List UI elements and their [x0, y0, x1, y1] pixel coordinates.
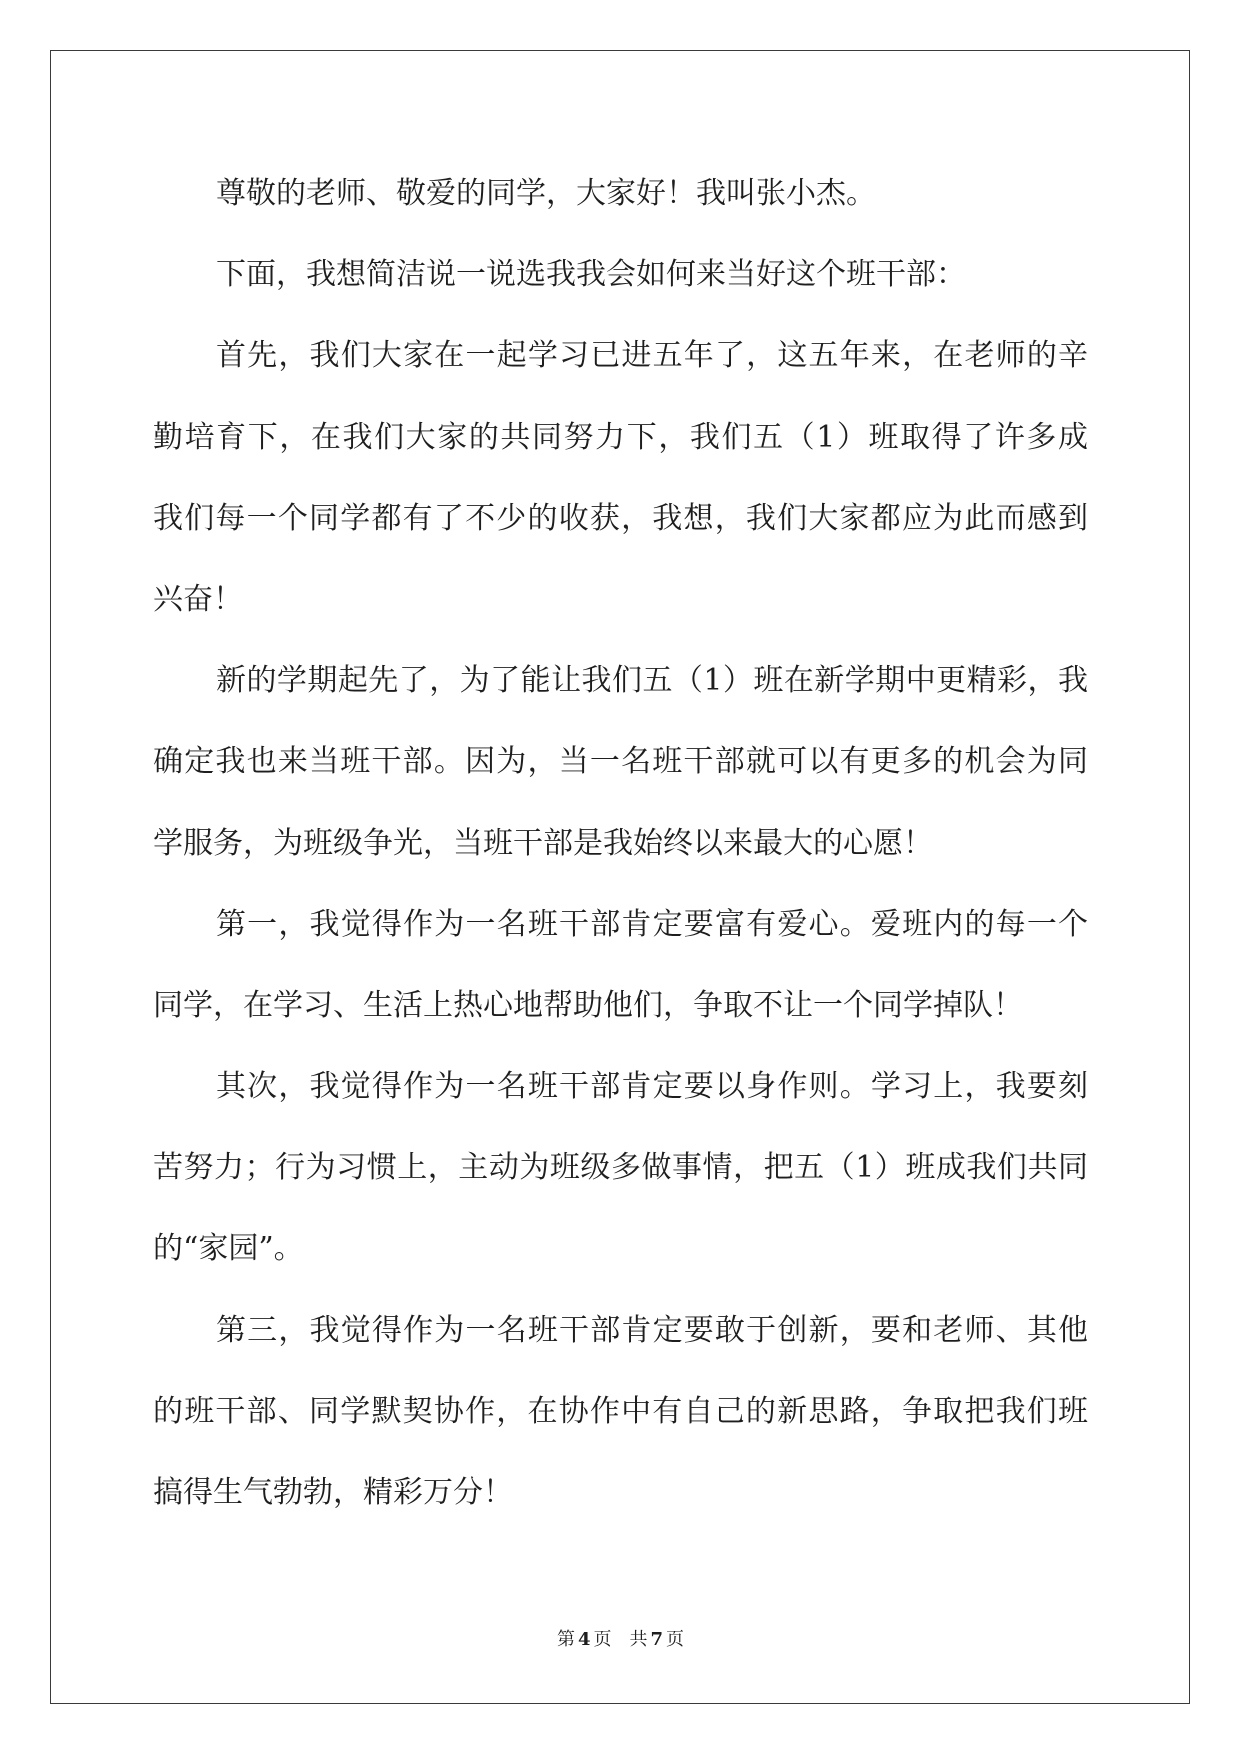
- paragraph: [153, 640, 1088, 884]
- text-line: 兴奋！: [153, 581, 243, 617]
- text-line: 勤培育下，在我们大家的共同努力下，我们五（1）班取得了许多成: [153, 419, 1088, 455]
- text-line: 同学，在学习、生活上热心地帮助他们，争取不让一个同学掉队！: [153, 987, 1023, 1023]
- total-suffix: 页: [666, 1629, 685, 1650]
- text-line: 尊敬的老师、敬爱的同学，大家好！我叫张小杰。: [216, 176, 876, 211]
- text-line: 的班干部、同学默契协作，在协作中有自己的新思路，争取把我们班: [153, 1393, 1088, 1429]
- paragraph: [153, 1290, 1088, 1534]
- paragraph: [153, 153, 1088, 234]
- text-line: 新的学期起先了，为了能让我们五（1）班在新学期中更精彩，我: [216, 663, 1088, 699]
- document-body: [153, 153, 1088, 1533]
- total-pages: 7: [650, 1629, 664, 1650]
- page-suffix: 页: [593, 1629, 612, 1650]
- page-indicator: [557, 1629, 612, 1650]
- text-line: 我们每一个同学都有了不少的收获，我想，我们大家都应为此而感到: [153, 500, 1088, 536]
- paragraph: [153, 884, 1088, 1046]
- text-line: 搞得生气勃勃，精彩万分！: [153, 1475, 513, 1510]
- text-line: 首先，我们大家在一起学习已进五年了，这五年来，在老师的辛: [216, 338, 1088, 374]
- text-line: 学服务，为班级争光，当班干部是我始终以来最大的心愿！: [153, 825, 933, 861]
- total-pages-indicator: [630, 1629, 685, 1650]
- page-number: 4: [577, 1629, 591, 1650]
- page-footer: [0, 1627, 1241, 1653]
- text-line: 下面，我想简洁说一说选我我会如何来当好这个班干部：: [216, 257, 966, 293]
- text-line: 第一，我觉得作为一名班干部肯定要富有爱心。爱班内的每一个: [216, 906, 1088, 942]
- text-line: 其次，我觉得作为一名班干部肯定要以身作则。学习上，我要刻: [216, 1069, 1088, 1105]
- page-prefix: 第: [556, 1629, 575, 1650]
- total-prefix: 共: [629, 1629, 648, 1650]
- text-line: 的“家园”。: [153, 1231, 304, 1267]
- paragraph: [153, 1046, 1088, 1290]
- paragraph: [153, 315, 1088, 640]
- text-line: 第三，我觉得作为一名班干部肯定要敢于创新，要和老师、其他: [216, 1312, 1088, 1348]
- paragraph: [153, 234, 1088, 315]
- text-line: 确定我也来当班干部。因为，当一名班干部就可以有更多的机会为同: [153, 744, 1088, 780]
- text-line: 苦努力；行为习惯上，主动为班级多做事情，把五（1）班成我们共同: [153, 1150, 1088, 1186]
